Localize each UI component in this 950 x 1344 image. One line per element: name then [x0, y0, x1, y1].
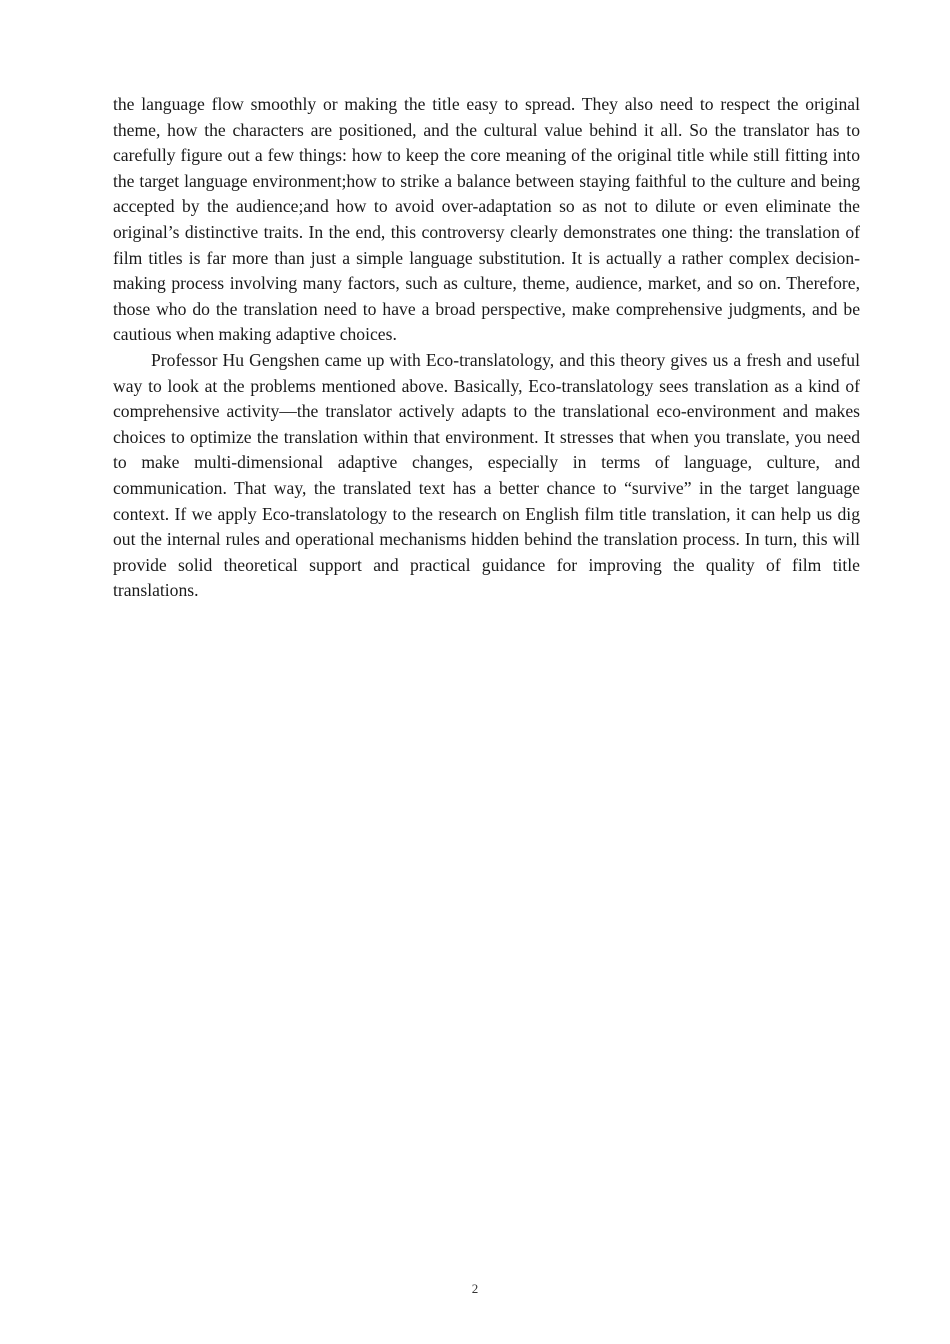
page-number: 2 — [471, 1281, 479, 1296]
paragraph-continuation: the language flow smoothly or making the title easy to spread. They also need to respect the original theme, how the characters are positioned, and the cultural value behind it all. So the translator has to carefully figure out a few things: how to keep the core meaning of the original title while still fitting into the target language environment;how to strike a balance between staying faithful to the culture and being accepted by the audience;and how to avoid over-adaptation so as not to dilute or even eliminate the original’s distinctive traits. In the end, this controversy clearly demonstrates one thing: the translation of film titles is far more than just a simple language substitution. It is actually a rather complex decision-making process involving many factors, such as culture, theme, audience, market, and so on. Therefore, those who do the translation need to have a broad perspective, make comprehensive judgments, and be cautious when making adaptive choices. — [113, 94, 860, 345]
body-text — [113, 92, 860, 604]
paragraph-eco-translatology: Professor Hu Gengshen came up with Eco-translatology, and this theory gives us a fresh and useful way to look at the problems mentioned above. Basically, Eco-translatology sees translation as a kind of comprehensive activity—the translator actively adapts to the translational eco-environment and makes choices to optimize the translation within that environment. It stresses that when you translate, you need to make multi-dimensional adaptive changes, especially in terms of language, culture, and communication. That way, the translated text has a better chance to “survive” in the target language context. If we apply Eco-translatology to the research on English film title translation, it can help us dig out the internal rules and operational mechanisms hidden behind the translation process. In turn, this will provide solid theoretical support and practical guidance for improving the quality of film title translations. — [113, 349, 860, 601]
